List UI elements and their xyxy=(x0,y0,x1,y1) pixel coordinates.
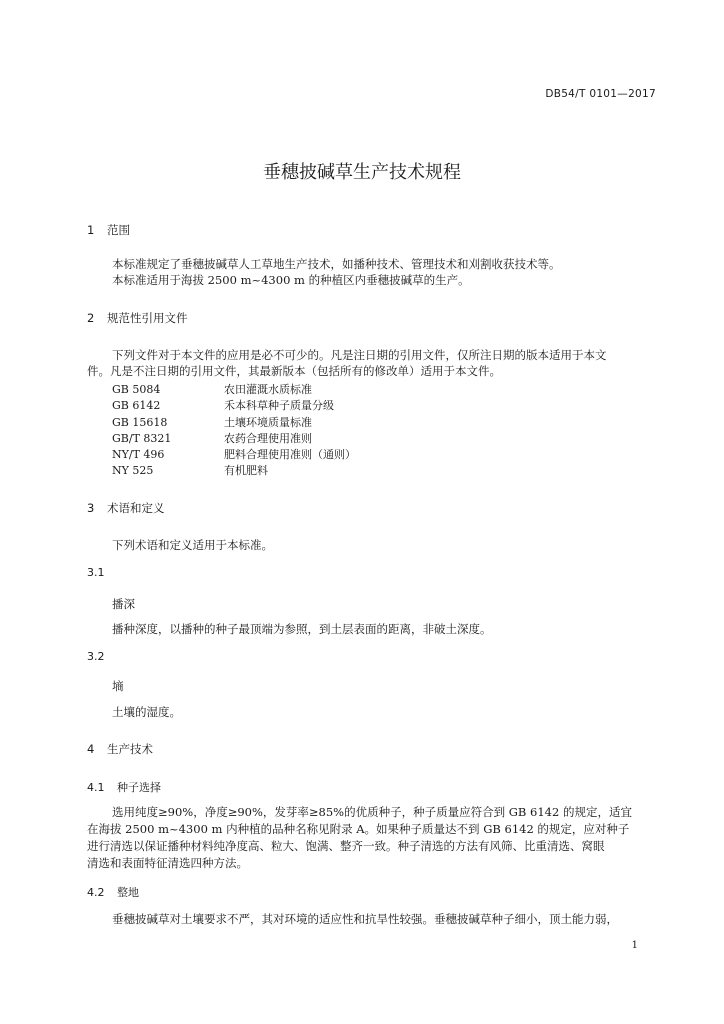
reference-row xyxy=(112,430,312,447)
reference-name: 土壤环境质量标准 xyxy=(224,416,312,429)
reference-name: 农田灌溉水质标准 xyxy=(224,383,312,396)
paragraph-line: 下列文件对于本文件的应用是必不可少的。凡是注日期的引用文件，仅所注日期的版本适用于本文 xyxy=(112,348,607,362)
section-title: 术语和定义 xyxy=(107,501,165,515)
reference-code: GB 6142 xyxy=(112,399,161,412)
subsection-4-2-heading xyxy=(87,884,139,900)
reference-code: GB 5084 xyxy=(112,383,161,396)
reference-name: 禾本科草种子质量分级 xyxy=(224,399,334,412)
reference-code: GB/T 8321 xyxy=(112,432,172,445)
paragraph-line: 件。凡是不注日期的引用文件，其最新版本（包括所有的修改单）适用于本文件。 xyxy=(87,364,501,378)
term-title: 墒 xyxy=(112,679,124,693)
paragraph-line: 在海拔 2500 m~4300 m 内种植的品种名称见附录 A。如果种子质量达不到 GB 6142 的规定，应对种子 xyxy=(87,822,630,836)
section-3-heading xyxy=(87,500,165,516)
subsection-title: 整地 xyxy=(117,886,139,899)
section-2-heading xyxy=(87,310,188,326)
reference-row xyxy=(112,446,356,463)
section-1-heading xyxy=(87,222,130,238)
reference-row xyxy=(112,414,312,431)
subsection-title: 种子选择 xyxy=(117,781,161,794)
paragraph: 本标准适用于海拔 2500 m~4300 m 的种植区内垂穗披碱草的生产。 xyxy=(112,273,470,287)
term-number: 3.2 xyxy=(87,650,105,663)
page-number: 1 xyxy=(631,940,638,951)
section-title: 生产技术 xyxy=(107,742,153,756)
paragraph-line: 选用纯度≥90%，净度≥90%，发芽率≥85%的优质种子，种子质量应符合到 GB 6142 的规定，适宜 xyxy=(112,805,632,819)
reference-code: GB 15618 xyxy=(112,416,168,429)
section-title: 范围 xyxy=(107,223,130,237)
section-number: 3 xyxy=(87,501,95,515)
reference-code: NY/T 496 xyxy=(112,448,165,461)
subsection-4-1-heading xyxy=(87,779,161,795)
reference-row xyxy=(112,381,312,398)
page-title: 垂穗披碱草生产技术规程 xyxy=(263,162,461,183)
term-definition: 播种深度，以播种的种子最顶端为参照，到土层表面的距离，非破土深度。 xyxy=(112,622,492,636)
paragraph: 本标准规定了垂穗披碱草人工草地生产技术，如播种技术、管理技术和刈割收获技术等。 xyxy=(112,257,561,271)
reference-name: 农药合理使用准则 xyxy=(224,432,312,445)
reference-row xyxy=(112,462,268,479)
term-number: 3.1 xyxy=(87,566,105,579)
subsection-number: 4.1 xyxy=(87,781,105,794)
paragraph-line: 进行清选以保证播种材料纯净度高、粒大、饱满、整齐一致。种子清选的方法有风筛、比重清选、窝眼 xyxy=(87,839,605,853)
section-number: 2 xyxy=(87,311,95,325)
term-definition: 土壤的湿度。 xyxy=(112,705,181,719)
term-title: 播深 xyxy=(112,597,135,611)
paragraph-line: 清选和表面特征清选四种方法。 xyxy=(87,856,248,870)
reference-name: 有机肥料 xyxy=(224,464,268,477)
paragraph: 下列术语和定义适用于本标准。 xyxy=(112,538,273,552)
standard-code: DB54/T 0101—2017 xyxy=(545,88,656,100)
subsection-number: 4.2 xyxy=(87,886,105,899)
section-title: 规范性引用文件 xyxy=(107,311,188,325)
reference-row xyxy=(112,397,334,414)
reference-name: 肥料合理使用准则（通则） xyxy=(224,448,356,461)
section-number: 1 xyxy=(87,223,95,237)
reference-code: NY 525 xyxy=(112,464,154,477)
section-4-heading xyxy=(87,741,153,757)
paragraph-line: 垂穗披碱草对土壤要求不严，其对环境的适应性和抗旱性较强。垂穗披碱草种子细小，顶土能力弱， xyxy=(112,912,618,926)
section-number: 4 xyxy=(87,742,95,756)
